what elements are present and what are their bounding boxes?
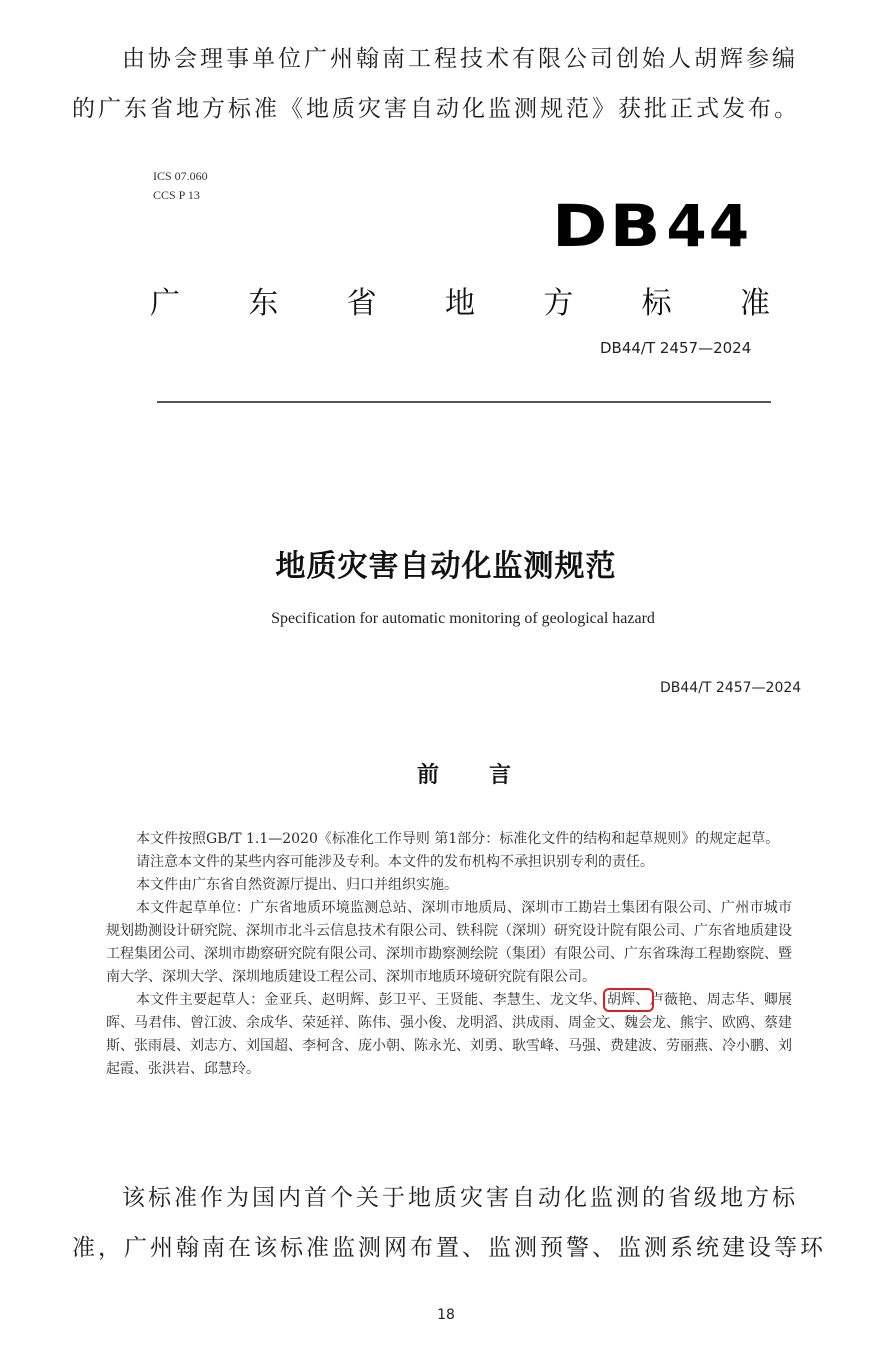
ccs-code: CCS P 13 — [153, 188, 200, 202]
foreword-paragraph: 本文件由广东省自然资源厅提出、归口并组织实施。 — [136, 877, 458, 893]
standard-type-char: 方 — [543, 286, 574, 321]
page-number: 18 — [437, 1307, 455, 1323]
standard-type-heading — [150, 278, 770, 322]
standard-type-char: 广 — [150, 286, 180, 321]
ics-code: ICS 07.060 — [153, 169, 208, 183]
foreword-paragraph: 请注意本文件的某些内容可能涉及专利。本文件的发布机构不承担识别专利的责任。 — [136, 854, 654, 870]
drafters-after: 卢薇艳、周志华、卿展晖、马君伟、曾江波、余成华、荣延祥、陈伟、强小俊、龙明滔、洪成雨、周金文、魏会龙、熊宇、欧鸥、蔡建斯、张雨晨、刘志方、刘国超、李柯含、庞小朝、陈永光、刘勇、耿雪峰、马强、费建波、劳丽燕、冷小鹏、刘起霞、张洪岩、邱慧玲。 — [106, 992, 793, 1077]
intro-line-2: 的广东省地方标准《地质灾害自动化监测规范》获批正式发布。 — [72, 96, 800, 122]
foreword-paragraph: 本文件起草单位：广东省地质环境监测总站、深圳市地质局、深圳市工勘岩土集团有限公司、广州市城市规划勘测设计研究院、深圳市北斗云信息技术有限公司、铁科院（深圳）研究设计院有限公司、广东省地质建设工程集团公司、深圳市勘察研究院有限公司、深圳市勘察测绘院（集团）有限公司、广东省珠海工程勘察院、暨南大学、深圳大学、深圳地质建设工程公司、深圳市地质环境研究院有限公司。 — [106, 900, 792, 985]
highlighted-drafter-name: 胡辉、 — [606, 992, 650, 1008]
cover-standard-code: DB44/T 2457—2024 — [600, 339, 752, 357]
db-prefix: DB — [552, 192, 663, 260]
page-header-standard-code: DB44/T 2457—2024 — [660, 680, 802, 696]
foreword-body — [106, 828, 792, 1081]
db-number: 44 — [666, 192, 752, 260]
outro-paragraph — [72, 1173, 832, 1273]
cover-divider — [157, 401, 771, 403]
standard-type-char: 省 — [346, 286, 377, 321]
intro-line-1: 由协会理事单位广州翰南工程技术有限公司创始人胡辉参编 — [122, 46, 798, 72]
standard-type-char: 标 — [641, 286, 672, 321]
standard-type-char: 准 — [739, 286, 770, 321]
standard-type-char: 地 — [444, 286, 475, 321]
classification-codes — [153, 167, 208, 205]
outro-text: 该标准作为国内首个关于地质灾害自动化监测的省级地方标准，广州翰南在该标准监测网布置、监测预警、监测系统建设等环 — [72, 1185, 826, 1261]
db44-logo — [552, 192, 752, 260]
drafters-paragraph — [106, 989, 792, 1081]
foreword-title: 前言 — [417, 763, 562, 788]
document-subtitle: Specification for automatic monitoring of geological hazard — [271, 610, 655, 627]
standard-type-char: 东 — [248, 286, 279, 321]
drafters-before: 本文件主要起草人：金亚兵、赵明辉、彭卫平、王贤能、李慧生、龙文华、 — [136, 992, 607, 1008]
foreword-paragraph: 本文件按照GB/T 1.1—2020《标准化工作导则 第1部分：标准化文件的结构和起草规则》的规定起草。 — [136, 831, 780, 847]
document-title: 地质灾害自动化监测规范 — [275, 549, 617, 584]
intro-paragraph — [72, 34, 832, 134]
